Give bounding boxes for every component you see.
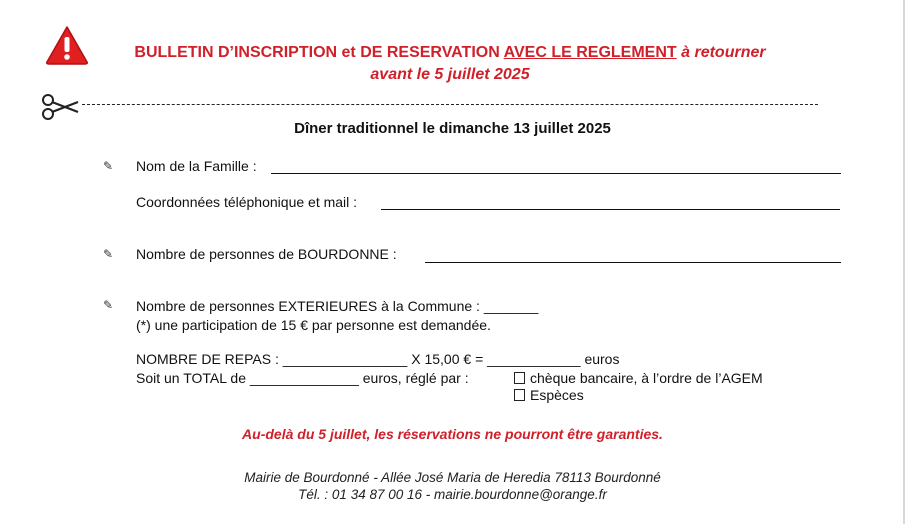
warning-triangle-icon (44, 24, 90, 66)
especes-label: Espèces (530, 387, 584, 403)
event-title: Dîner traditionnel le dimanche 13 juillet 2025 (294, 120, 611, 137)
header (100, 42, 800, 86)
header-line-2: avant le 5 juillet 2025 (370, 66, 530, 83)
contact-field[interactable] (381, 209, 840, 210)
deadline-warning: Au-delà du 5 juillet, les réservations ne pourront être garanties. (242, 426, 663, 442)
payment-cheque-option[interactable] (514, 370, 763, 386)
header-part-1: BULLETIN D’INSCRIPTION et DE RESERVATION (134, 44, 504, 61)
repas-line: NOMBRE DE REPAS : ________________ X 15,00 € = ____________ euros (136, 351, 620, 367)
scissors-icon (40, 92, 80, 122)
total-line: Soit un TOTAL de ______________ euros, réglé par : (136, 370, 469, 386)
footer-address: Mairie de Bourdonné - Allée José Maria de Heredia 78113 Bourdonné (244, 470, 661, 485)
cheque-label: chèque bancaire, à l’ordre de l’AGEM (530, 370, 763, 386)
cut-line (82, 104, 818, 105)
footer-contact: Tél. : 01 34 87 00 16 - mairie.bourdonne@orange.fr (298, 487, 607, 502)
family-label: Nom de la Famille : (136, 158, 257, 174)
exterieurs-label: Nombre de personnes EXTERIEURES à la Commune : _______ (136, 298, 539, 314)
bourdonne-label: Nombre de personnes de BOURDONNE : (136, 246, 397, 262)
cheque-checkbox[interactable] (514, 372, 525, 384)
header-italic: à retourner (676, 44, 766, 61)
participation-note: (*) une participation de 15 € par personne est demandée. (136, 317, 491, 333)
header-underlined: AVEC LE REGLEMENT (503, 44, 677, 61)
header-line-1 (100, 42, 800, 64)
especes-checkbox[interactable] (514, 389, 525, 401)
contact-label: Coordonnées téléphonique et mail : (136, 194, 358, 210)
family-field[interactable] (271, 173, 841, 174)
hand-pointer-icon: ✎ (103, 298, 114, 312)
payment-especes-option[interactable] (514, 387, 584, 403)
hand-pointer-icon: ✎ (103, 247, 114, 261)
bourdonne-field[interactable] (425, 262, 841, 263)
hand-pointer-icon: ✎ (103, 159, 114, 173)
